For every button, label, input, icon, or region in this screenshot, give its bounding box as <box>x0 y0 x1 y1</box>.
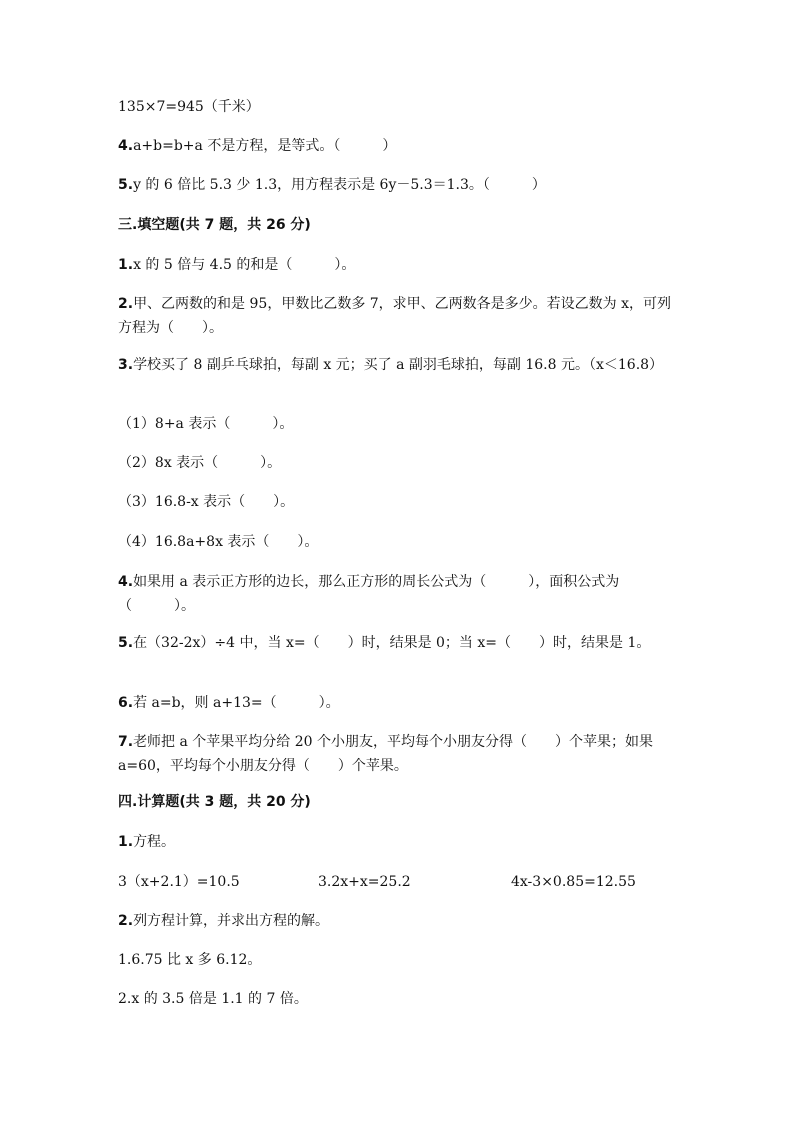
question-number: 7. <box>118 734 134 750</box>
question-text: x 的 5 倍与 4.5 的和是（ ）。 <box>133 257 356 273</box>
fill-question-6 <box>118 693 688 713</box>
question-text: 若 a=b，则 a+13=（ ）。 <box>133 695 340 711</box>
question-text: 方程。 <box>133 834 176 850</box>
question-number: 2. <box>118 296 134 312</box>
question-text: 甲、乙两数的和是 95，甲数比乙数多 7，求甲、乙两数各是多少。若设乙数为 x，可列方程为（ ）。 <box>118 296 672 336</box>
fill-question-3 <box>118 353 678 377</box>
question-number: 5. <box>118 177 134 193</box>
calc-question-1 <box>118 832 688 852</box>
answer-line <box>118 97 688 117</box>
word-problem-2: 2.x 的 3.5 倍是 1.1 的 7 倍。 <box>118 991 308 1007</box>
question-number: 2. <box>118 913 134 929</box>
question-number: 5. <box>118 635 134 651</box>
question-number: 4. <box>118 138 134 154</box>
question-number: 6. <box>118 695 134 711</box>
fill-question-2 <box>118 292 678 340</box>
equation-1: 3（x+2.1）=10.5 <box>118 874 240 890</box>
question-number: 3. <box>118 357 134 373</box>
question-text: 老师把 a 个苹果平均分给 20 个小朋友，平均每个小朋友分得（ ）个苹果；如果 a=60，平均每个小朋友分得（ ）个苹果。 <box>118 734 654 774</box>
equation-2: 3.2x+x=25.2 <box>318 874 411 890</box>
section-4-title: 四.计算题(共 3 题，共 20 分) <box>118 794 311 810</box>
fill-question-5 <box>118 631 678 655</box>
question-text: 在（32-2x）÷4 中，当 x=（ ）时，结果是 0；当 x=（ ）时，结果是 1。 <box>133 635 651 651</box>
question-text: 列方程计算，并求出方程的解。 <box>133 913 330 929</box>
question-text: 如果用 a 表示正方形的边长，那么正方形的周长公式为（ ），面积公式为（ ）。 <box>118 574 620 614</box>
fill-question-7 <box>118 730 678 778</box>
calc-question-2 <box>118 911 688 931</box>
question-5-judge <box>118 175 688 195</box>
sub-question-1: （1）8+a 表示（ ）。 <box>118 416 294 432</box>
question-number: 1. <box>118 834 134 850</box>
question-number: 4. <box>118 574 134 590</box>
sub-question-2: （2）8x 表示（ ）。 <box>118 455 282 471</box>
word-problem-1: 1.6.75 比 x 多 6.12。 <box>118 952 262 968</box>
fill-question-1 <box>118 255 688 275</box>
answer-text: 135×7=945（千米） <box>118 99 260 115</box>
sub-question-3: （3）16.8-x 表示（ ）。 <box>118 494 295 510</box>
fill-question-4 <box>118 570 678 618</box>
question-4-judge <box>118 136 688 156</box>
question-text: 学校买了 8 副乒乓球拍，每副 x 元；买了 a 副羽毛球拍，每副 16.8 元。（x＜16.8） <box>133 357 664 373</box>
question-text: y 的 6 倍比 5.3 少 1.3，用方程表示是 6y－5.3＝1.3。（ ） <box>133 177 546 193</box>
sub-question-4: （4）16.8a+8x 表示（ ）。 <box>118 534 319 550</box>
section-3-title: 三.填空题(共 7 题，共 26 分) <box>118 217 311 233</box>
question-number: 1. <box>118 257 134 273</box>
question-text: a+b=b+a 不是方程，是等式。（ ） <box>133 138 397 154</box>
equation-3: 4x-3×0.85=12.55 <box>511 874 636 890</box>
